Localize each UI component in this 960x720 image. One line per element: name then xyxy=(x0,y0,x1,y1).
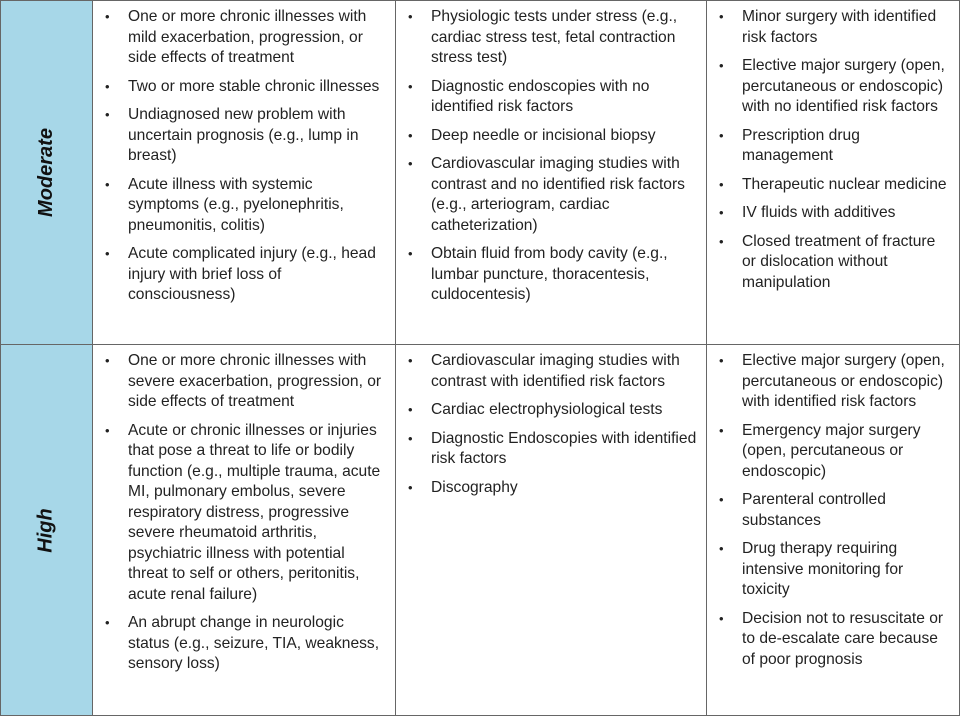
bullet-icon: • xyxy=(408,430,413,446)
bullet-icon: • xyxy=(719,233,724,249)
list-item xyxy=(715,126,951,167)
list-item-text: Cardiovascular imaging studies with contrast and no identified risk factors (e.g., arteriogram, cardiac catheterization) xyxy=(431,155,685,234)
bullet-icon: • xyxy=(719,9,724,24)
list-item xyxy=(715,7,951,48)
list-item xyxy=(101,175,387,237)
list-item xyxy=(404,7,698,69)
list-item-text: Obtain fluid from body cavity (e.g., lumbar puncture, thoracentesis, culdocentesis) xyxy=(431,245,668,303)
bullet-icon: • xyxy=(105,353,110,368)
bullet-icon: • xyxy=(105,615,110,630)
bullet-icon: • xyxy=(105,176,110,192)
list-item xyxy=(404,77,698,118)
list-item xyxy=(404,126,698,147)
high-diagnostics-cell xyxy=(396,345,707,716)
list-item xyxy=(715,56,951,118)
list-item-text: Cardiac electrophysiological tests xyxy=(431,401,663,418)
bullet-icon: • xyxy=(719,422,724,438)
list-item xyxy=(404,400,698,421)
high-problems-cell xyxy=(93,345,396,716)
moderate-management-cell xyxy=(707,0,960,345)
list-item xyxy=(101,105,387,167)
bullet-icon: • xyxy=(408,156,413,171)
bullet-icon: • xyxy=(719,205,724,220)
list-item xyxy=(715,490,951,531)
list-item-text: Emergency major surgery (open, percutaneous or endoscopic) xyxy=(742,421,921,480)
list-item-text: Closed treatment of fracture or dislocation without manipulation xyxy=(742,232,936,291)
bullet-icon: • xyxy=(719,541,724,556)
bullet-icon: • xyxy=(719,58,724,73)
row-label-text: High xyxy=(35,507,57,553)
bullet-icon: • xyxy=(105,107,110,122)
list-item-text: Minor surgery with identified risk factors xyxy=(742,8,937,46)
list-item xyxy=(715,203,951,224)
list-item-text: Elective major surgery (open, percutaneous or endoscopic) with no identified risk factors xyxy=(742,57,945,115)
list-item-text: Therapeutic nuclear medicine xyxy=(742,175,947,193)
list-item-text: Elective major surgery (open, percutaneous or endoscopic) with identified risk factors xyxy=(742,352,945,410)
bullet-icon: • xyxy=(105,9,110,24)
list-item xyxy=(715,539,951,601)
list-item-text: Two or more stable chronic illnesses xyxy=(128,77,380,95)
list-item-text: Acute or chronic illnesses or injuries that pose a threat to life or bodily function (e.g., multiple trauma, acute MI, pulmonary embolus, severe respiratory distress, progressive severe rheumatoid arthritis, psychiatric illness with potential threat to self or others, peritonitis, acute renal failure) xyxy=(128,421,381,603)
bullet-list xyxy=(93,1,395,306)
bullet-list xyxy=(396,345,706,498)
bullet-icon: • xyxy=(408,78,413,94)
list-item xyxy=(404,244,698,306)
list-item-text: Parenteral controlled substances xyxy=(742,491,886,529)
bullet-icon: • xyxy=(408,353,413,368)
list-item-text: Drug therapy requiring intensive monitoring for toxicity xyxy=(742,540,904,598)
list-item-text: Undiagnosed new problem with uncertain prognosis (e.g., lump in breast) xyxy=(128,106,359,164)
moderate-problems-cell xyxy=(93,0,396,345)
list-item xyxy=(404,478,698,499)
bullet-icon: • xyxy=(408,127,413,143)
list-item-text: Decision not to resuscitate or to de-escalate care because of poor prognosis xyxy=(742,609,944,668)
list-item xyxy=(101,613,387,675)
bullet-icon: • xyxy=(105,78,110,94)
bullet-icon: • xyxy=(719,492,724,507)
row-label-high xyxy=(0,345,93,716)
bullet-icon: • xyxy=(105,422,110,438)
list-item-text: Prescription drug management xyxy=(742,126,860,164)
list-item xyxy=(101,351,387,413)
list-item xyxy=(101,244,387,306)
bullet-icon: • xyxy=(719,610,724,626)
list-item-text: An abrupt change in neurologic status (e.g., seizure, TIA, weakness, sensory loss) xyxy=(128,614,380,672)
list-item-text: Physiologic tests under stress (e.g., cardiac stress test, fetal contraction stress test) xyxy=(431,8,678,66)
bullet-list xyxy=(396,1,706,306)
bullet-icon: • xyxy=(408,9,413,24)
list-item xyxy=(715,232,951,294)
bullet-list xyxy=(93,345,395,675)
list-item xyxy=(101,77,387,98)
bullet-icon: • xyxy=(719,176,724,192)
list-item-text: Diagnostic Endoscopies with identified risk factors xyxy=(431,429,697,467)
list-item xyxy=(404,351,698,392)
list-item-text: Acute complicated injury (e.g., head injury with brief loss of consciousness) xyxy=(128,245,376,303)
list-item-text: One or more chronic illnesses with severe exacerbation, progression, or side effects of treatment xyxy=(128,352,382,410)
list-item xyxy=(101,7,387,69)
bullet-list xyxy=(707,1,959,293)
moderate-diagnostics-cell xyxy=(396,0,707,345)
bullet-icon: • xyxy=(408,479,413,495)
list-item-text: One or more chronic illnesses with mild exacerbation, progression, or side effects of treatment xyxy=(128,8,367,66)
list-item xyxy=(715,609,951,671)
list-item xyxy=(101,421,387,606)
high-management-cell xyxy=(707,345,960,716)
list-item xyxy=(404,154,698,236)
list-item-text: Diagnostic endoscopies with no identified risk factors xyxy=(431,77,650,115)
list-item-text: Cardiovascular imaging studies with contrast with identified risk factors xyxy=(431,352,680,390)
bullet-icon: • xyxy=(408,246,413,261)
bullet-icon: • xyxy=(719,127,724,143)
row-label-text: Moderate xyxy=(35,128,57,217)
list-item xyxy=(404,429,698,470)
bullet-icon: • xyxy=(105,246,110,261)
bullet-icon: • xyxy=(408,402,413,417)
bullet-icon: • xyxy=(719,353,724,368)
row-label-moderate xyxy=(0,0,93,345)
list-item-text: Discography xyxy=(431,478,518,496)
list-item-text: IV fluids with additives xyxy=(742,204,896,221)
list-item xyxy=(715,175,951,196)
bullet-list xyxy=(707,345,959,670)
list-item-text: Deep needle or incisional biopsy xyxy=(431,126,656,144)
list-item xyxy=(715,421,951,483)
list-item-text: Acute illness with systemic symptoms (e.g., pyelonephritis, pneumonitis, colitis) xyxy=(128,175,344,234)
list-item xyxy=(715,351,951,413)
